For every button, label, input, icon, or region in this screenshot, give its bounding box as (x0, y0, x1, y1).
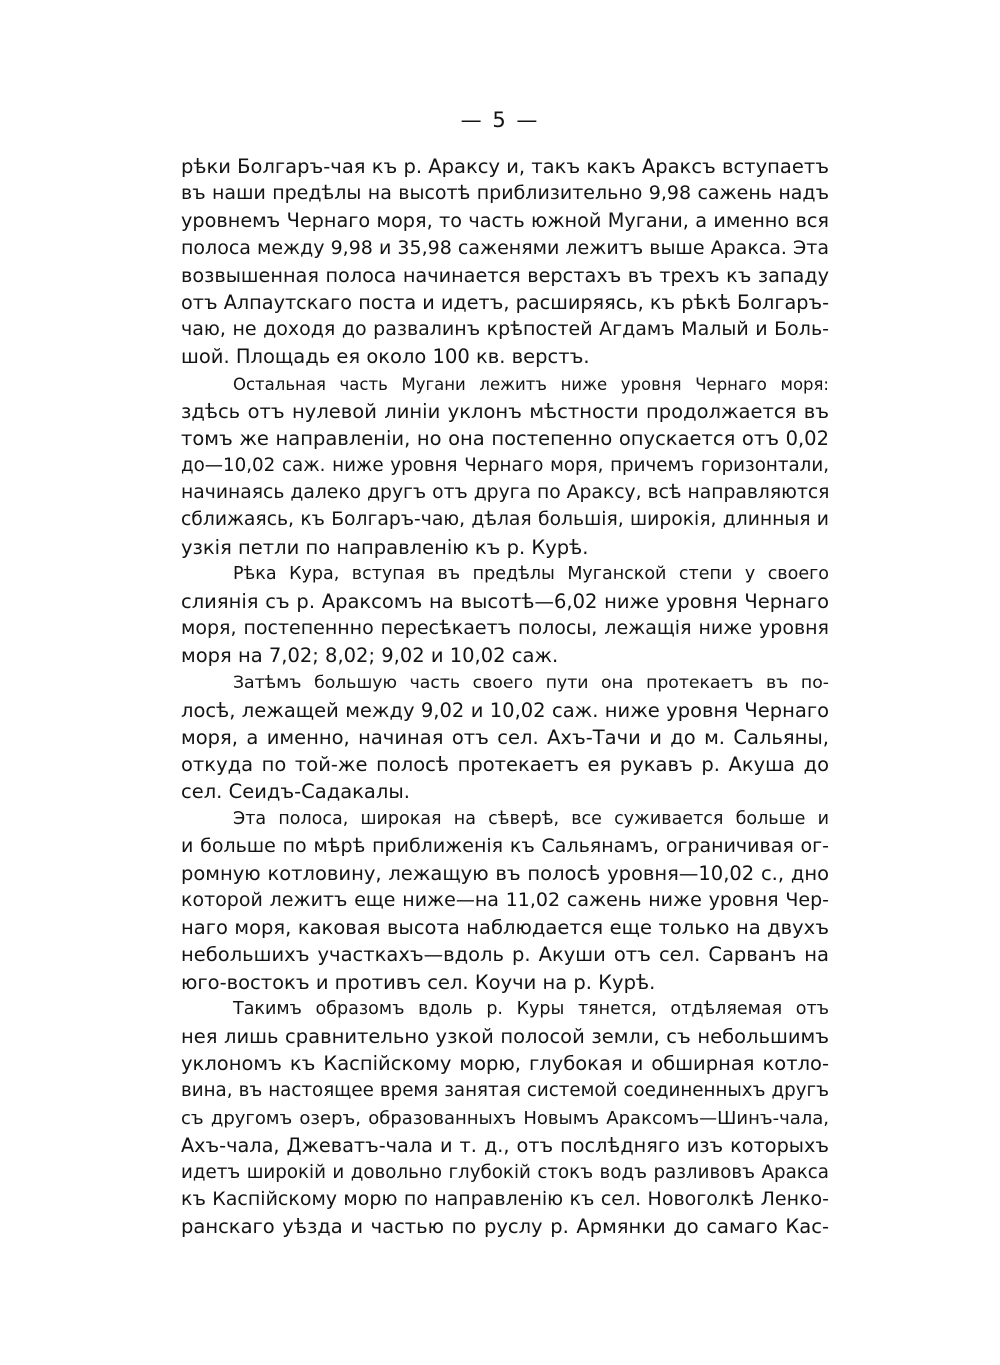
text-line: полоса между 9,98 и 35,98 саженями лежитъ выше Аракса. Эта (181, 236, 829, 259)
text-line: Такимъ образомъ вдоль р. Куры тянется, отдѣляемая отъ (233, 998, 829, 1019)
text-line: съ другомъ озеръ, образованныхъ Новымъ Араксомъ—Шинъ-чала, (181, 1107, 829, 1129)
text-line: нея лишь сравнительно узкой полосой земли, съ небольшимъ (181, 1025, 829, 1048)
text-line: къ Каспійскому морю по направленію къ сел. Новоголкѣ Ленко- (181, 1188, 829, 1211)
text-line: моря, постепеннно пересѣкаетъ полосы, лежащія ниже уровня (181, 617, 829, 640)
text-line: небольшихъ участкахъ—вдоль р. Акуши отъ сел. Сарванъ на (181, 943, 829, 967)
text-line: рѣки Болгаръ-чая къ р. Араксу и, такъ какъ Араксъ вступаетъ (181, 155, 829, 178)
text-line: моря, а именно, начиная отъ сел. Ахъ-Тачи и до м. Сальяны, (181, 725, 829, 749)
text-line: юго-востокъ и противъ сел. Коучи на р. Курѣ. (181, 970, 656, 994)
text-line: до—10,02 саж. ниже уровня Чернаго моря, причемъ горизонтали, (181, 455, 829, 477)
text-line: Рѣка Кура, вступая въ предѣлы Муганской степи у своего (233, 563, 829, 584)
text-line: уклономъ къ Каспійскому морю, глубокая и обширная котло- (181, 1052, 829, 1076)
text-line: въ наши предѣлы на высотѣ приблизительно 9,98 сажень надъ (181, 182, 829, 205)
text-line: узкія петли по направленію къ р. Курѣ. (181, 535, 589, 559)
text-line: ранскаго уѣзда и частью по руслу р. Армянки до самаго Кас- (181, 1215, 829, 1239)
text-line: моря на 7,02; 8,02; 9,02 и 10,02 саж. (181, 644, 559, 668)
page-number: — 5 — (460, 108, 540, 132)
text-line: томъ же направленіи, но она постепенно опускается отъ 0,02 (181, 426, 829, 450)
text-line: сближаясь, къ Болгаръ-чаю, дѣлая большія, широкія, длинныя и (181, 509, 829, 531)
text-line: слиянія съ р. Араксомъ на высотѣ—6,02 ниже уровня Чернаго (181, 590, 829, 613)
text-line: лосѣ, лежащей между 9,02 и 10,02 саж. ниже уровня Чернаго (181, 698, 829, 722)
text-line: откуда по той-же полосѣ протекаетъ ея рукавъ р. Акуша до (181, 753, 829, 777)
text-line: здѣсь отъ нулевой линіи уклонъ мѣстности продолжается въ (181, 399, 829, 423)
text-line: отъ Алпаутскаго поста и идетъ, расширяясь, къ рѣкѣ Болгаръ- (181, 290, 830, 314)
text-line: Остальная часть Мугани лежитъ ниже уровня Чернаго моря: (233, 374, 829, 394)
text-line: вина, въ настоящее время занятая системой соединенныхъ другъ (181, 1080, 829, 1102)
text-line: которой лежитъ еще ниже—на 11,02 сажень ниже уровня Чер- (181, 889, 829, 912)
text-line: начинаясь далеко другъ отъ друга по Араксу, всѣ направляются (181, 482, 830, 504)
body-text (181, 153, 829, 1241)
text-line: идетъ широкій и довольно глубокій стокъ водъ разливовъ Аракса (181, 1161, 829, 1183)
text-line: и больше по мѣрѣ приближенія къ Сальянамъ, ограничивая ог- (181, 834, 829, 857)
text-line: ромную котловину, лежащую въ полосѣ уровня—10,02 с., дно (181, 861, 829, 885)
text-line: сел. Сеидъ-Садакалы. (181, 780, 410, 804)
text-line: наго моря, каковая высота наблюдается еще только на двухъ (181, 916, 829, 940)
text-line: чаю, не доходя до развалинъ крѣпостей Агдамъ Малый и Боль- (181, 318, 829, 341)
text-line: Ахъ-чала, Джеватъ-чала и т. д., отъ послѣдняго изъ которыхъ (181, 1133, 829, 1157)
text-line: шой. Площадь ея около 100 кв. верстъ. (181, 345, 590, 369)
text-line: уровнемъ Чернаго моря, то часть южной Мугани, а именно вся (181, 209, 829, 233)
text-line: возвышенная полоса начинается верстахъ въ трехъ къ западу (181, 263, 829, 287)
text-line: Затѣмъ большую часть своего пути она протекаетъ въ по- (233, 672, 829, 693)
text-line: Эта полоса, широкая на сѣверѣ, все суживается больше и (233, 808, 829, 829)
